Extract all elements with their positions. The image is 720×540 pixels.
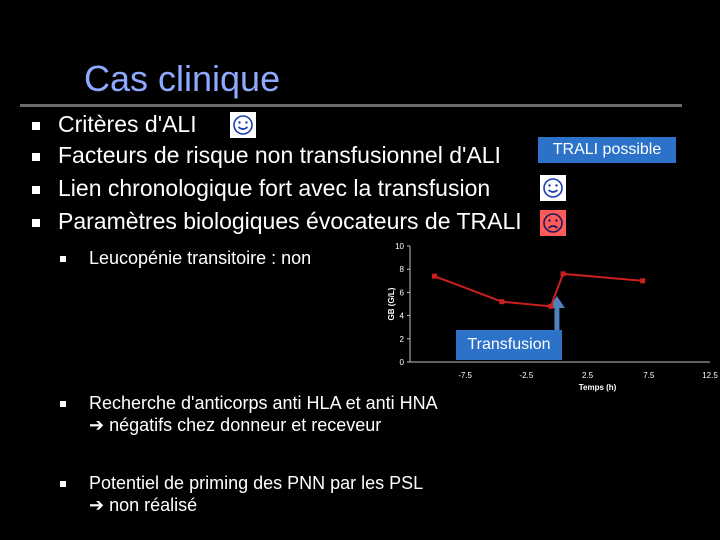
x-tick-label: 7.5 [643,371,655,380]
bullet-marker [32,219,40,227]
sub-note-priming [89,494,197,516]
sub-note-text: non réalisé [109,495,198,515]
y-tick-label: 0 [399,358,404,367]
wbc-line-chart [370,236,718,396]
slide-title: Cas clinique [84,58,281,99]
bullet-marker [32,122,40,130]
y-axis-label: GB (G/L) [387,287,396,321]
bullet-ali-criteria: Critères d'ALI [58,111,197,137]
bullet-marker [32,186,40,194]
sub-bullet-marker [60,256,66,262]
bullet-marker [32,153,40,161]
bullet-bio-params: Paramètres biologiques évocateurs de TRALI [58,208,522,234]
data-point [432,274,437,279]
sub-bullet-marker [60,401,66,407]
x-tick-label: 2.5 [581,371,594,380]
arrow-icon: ➔ [89,415,105,435]
x-axis-label: Temps (h) [578,383,617,392]
sub-bullet-marker [60,481,66,487]
data-point [499,299,504,304]
y-tick-label: 2 [399,334,404,344]
sub-bullet-antibodies: Recherche d'anticorps anti HLA et anti HNA [89,393,438,413]
smiley-icon [230,112,256,138]
y-tick-label: 8 [399,265,404,275]
series-line [434,274,642,306]
data-point [640,278,645,283]
bullet-chronology: Lien chronologique fort avec la transfusion [58,175,491,201]
data-point [548,304,553,309]
sub-bullet-leucopenia: Leucopénie transitoire : non [89,248,312,268]
x-tick-label: -2.5 [519,371,534,380]
arrow-icon: ➔ [89,495,105,515]
sub-bullet-priming: Potentiel de priming des PNN par les PSL [89,473,424,493]
sub-note-antibodies [89,414,381,436]
transfusion-callout: Transfusion [456,330,562,360]
data-point [561,271,566,276]
x-tick-label: -7.5 [458,371,473,380]
smiley-icon [540,175,566,201]
bullet-risk-factors: Facteurs de risque non transfusionnel d'ALI [58,142,501,168]
y-tick-label: 10 [395,242,404,251]
x-tick-label: 12.5 [702,371,718,380]
trali-possible-callout: TRALI possible [538,137,676,163]
sub-note-text: négatifs chez donneur et receveur [109,415,382,435]
frown-icon [540,210,566,236]
y-tick-label: 6 [399,288,404,298]
y-tick-label: 4 [399,311,404,321]
title-divider [20,104,682,107]
